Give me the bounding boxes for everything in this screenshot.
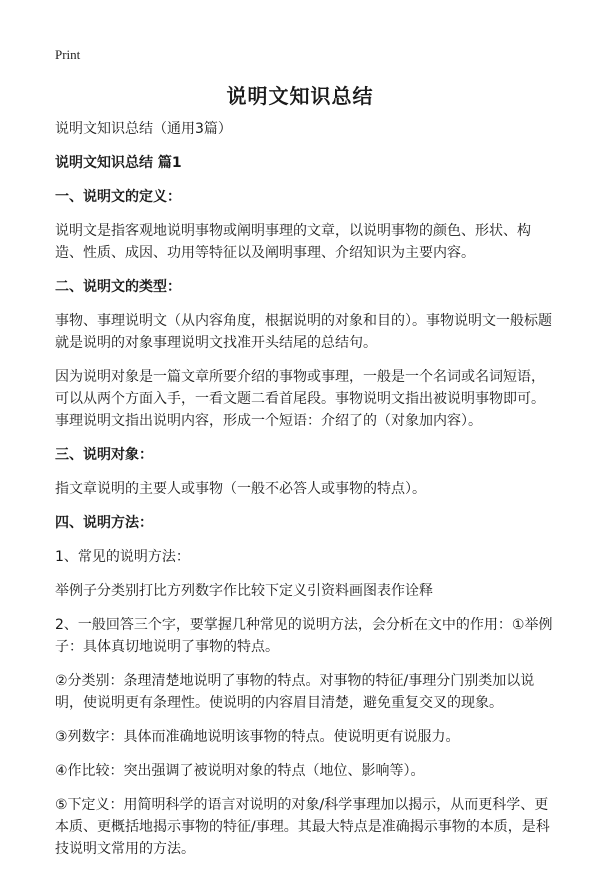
paragraph: ④作比较：突出强调了被说明对象的特点（地位、影响等）。: [55, 763, 425, 779]
article-body: [55, 118, 555, 872]
section-heading: 四、说明方法：: [55, 515, 153, 531]
section-heading: 说明文知识总结 篇1: [55, 155, 182, 171]
paragraph: ②分类别：条理清楚地说明了事物的特点。对事物的特征/事理分门别类加以说明，使说明更有条理性。使说明的内容眉目清楚，避免重复交叉的现象。: [55, 673, 535, 711]
print-label[interactable]: Print: [55, 47, 81, 62]
subtitle-line: 说明文知识总结（通用3篇）: [55, 121, 232, 137]
paragraph: 事物、事理说明文（从内容角度，根据说明的对象和目的）。事物说明文一般标题就是说明的对象事理说明文找准开头结尾的总结句。: [55, 313, 552, 351]
paragraph: 1、常见的说明方法：: [55, 549, 190, 565]
paragraph: 举例子分类别打比方列数字作比较下定义引资料画图表作诠释: [55, 583, 433, 599]
page-title: 说明文知识总结: [226, 84, 374, 108]
section-heading: 一、说明文的定义：: [55, 189, 181, 205]
paragraph: 指文章说明的主要人或事物（一般不必答人或事物的特点）。: [55, 481, 426, 497]
paragraph: 因为说明对象是一篇文章所要介绍的事物或事理，一般是一个名词或名词短语，可以从两个方面入手，一看文题二看首尾段。事物说明文指出被说明事物即可。事理说明文指出说明内容，形成一个短语：介绍了的（对象加内容）。: [55, 369, 545, 429]
paragraph: 2、一般回答三个字，要掌握几种常见的说明方法，会分析在文中的作用：①举例子：具体真切地说明了事物的特点。: [55, 617, 553, 655]
section-heading: 三、说明对象：: [55, 447, 153, 463]
paragraph: ③列数字：具体而准确地说明该事物的特点。使说明更有说服力。: [55, 729, 460, 745]
section-heading: 二、说明文的类型：: [55, 279, 181, 295]
paragraph: ⑤下定义：用简明科学的语言对说明的对象/科学事理加以揭示，从而更科学、更本质、更概括地揭示事物的特征/事理。其最大特点是准确揭示事物的本质，是科技说明文常用的方法。: [55, 797, 550, 857]
paragraph: 说明文是指客观地说明事物或阐明事理的文章，以说明事物的颜色、形状、构造、性质、成因、功用等特征以及阐明事理、介绍知识为主要内容。: [55, 223, 531, 261]
